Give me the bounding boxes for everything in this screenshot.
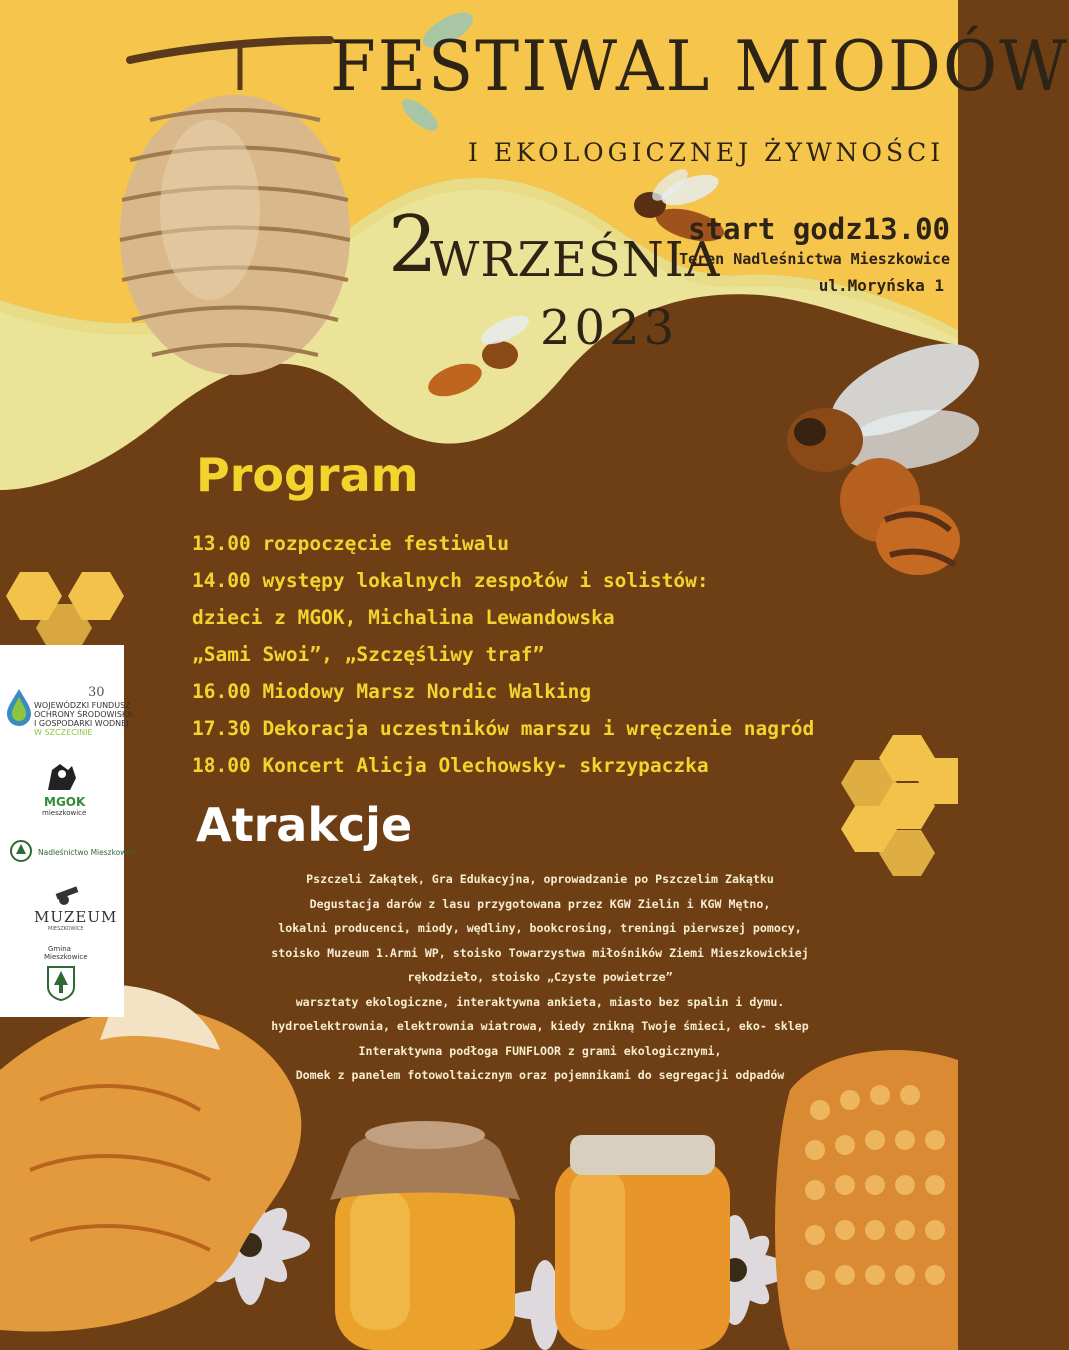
program-item: dzieci z MGOK, Michalina Lewandowska — [192, 606, 615, 629]
coat-of-arms-icon — [46, 965, 76, 1005]
attraction-line: Degustacja darów z lasu przygotowana przez KGW Zielin i KGW Mętno, — [309, 896, 771, 911]
program-item: 14.00 występy lokalnych zespołów i solistów: — [192, 569, 709, 592]
wfos-line: WOJEWÓDZKI FUNDUSZ — [34, 701, 131, 710]
program-item: 16.00 Miodowy Marsz Nordic Walking — [192, 680, 592, 703]
attraction-line: Domek z panelem fotowoltaicznym oraz pojemnikami do segregacji odpadów — [295, 1068, 785, 1082]
festival-subtitle: I EKOLOGICZNEJ ŻYWNOŚCI — [468, 138, 945, 167]
muzeum-sub: MIESZKOWICE — [48, 926, 84, 932]
mgok-name: MGOK — [44, 795, 86, 809]
venue-address: ul.Moryńska 1 — [818, 276, 944, 295]
forestry-name: Nadleśnictwo Mieszkowice — [38, 848, 138, 857]
festival-title: FESTIWAL MIODÓW — [330, 26, 1069, 107]
mgok-sub: mieszkowice — [42, 809, 87, 817]
attractions-heading: Atrakcje — [196, 798, 413, 852]
gmina-line1: Gmina — [48, 945, 71, 953]
wfos-line: OCHRONY ŚRODOWISKA — [34, 710, 133, 719]
muzeum-name: MUZEUM — [34, 908, 118, 926]
start-time: start godz13.00 — [688, 212, 950, 246]
wfos-anniversary: 30 — [88, 685, 105, 700]
cannon-icon — [52, 880, 82, 910]
attractions-list — [250, 867, 830, 1088]
program-item: 18.00 Koncert Alicja Olechowsky- skrzypaczka — [192, 754, 709, 777]
wfos-line: W SZCZECINIE — [34, 728, 93, 737]
water-drop-icon — [4, 687, 34, 727]
program-item: 13.00 rozpoczęcie festiwalu — [192, 532, 509, 555]
date-day: 2 — [388, 200, 438, 290]
attraction-line: stoisko Muzeum 1.Armi WP, stoisko Towarzystwa miłośników Ziemi Mieszkowickiej — [271, 945, 809, 960]
wfos-line: I GOSPODARKI WODNEJ — [34, 719, 129, 728]
mgok-icon — [42, 760, 82, 798]
gmina-line2: Mieszkowice — [44, 953, 88, 961]
attraction-line: warsztaty ekologiczne, interaktywna ankieta, miasto bez spalin i dymu. — [295, 994, 785, 1009]
program-item: „Sami Swoi”, „Szczęśliwy traf” — [192, 643, 545, 666]
wfos-text — [34, 701, 132, 737]
date-month: WRZEŚNIA — [430, 232, 721, 288]
attraction-line: hydroelektrownia, elektrownia wiatrowa, kiedy znikną Twoje śmieci, eko- sklep — [271, 1019, 809, 1033]
forestry-icon — [10, 840, 32, 866]
date-year: 2023 — [540, 300, 679, 356]
program-list — [192, 525, 814, 784]
attraction-line: rękodzieło, stoisko „Czyste powietrze” — [407, 970, 673, 984]
program-heading: Program — [196, 448, 419, 502]
sponsors-panel — [0, 645, 138, 1017]
venue-name: Teren Nadleśnictwa Mieszkowice — [679, 250, 950, 268]
attraction-line: lokalni producenci, miody, wędliny, bookcrosing, treningi pierwszej pomocy, — [278, 921, 802, 935]
wfos-logo — [4, 687, 34, 731]
program-item: 17.30 Dekoracja uczestników marszu i wręczenie nagród — [192, 717, 815, 740]
attraction-line: Interaktywna podłoga FUNFLOOR z grami ekologicznymi, — [358, 1043, 722, 1058]
attraction-line: Pszczeli Zakątek, Gra Edukacyjna, oprowadzanie po Pszczelim Zakątku — [306, 872, 774, 886]
